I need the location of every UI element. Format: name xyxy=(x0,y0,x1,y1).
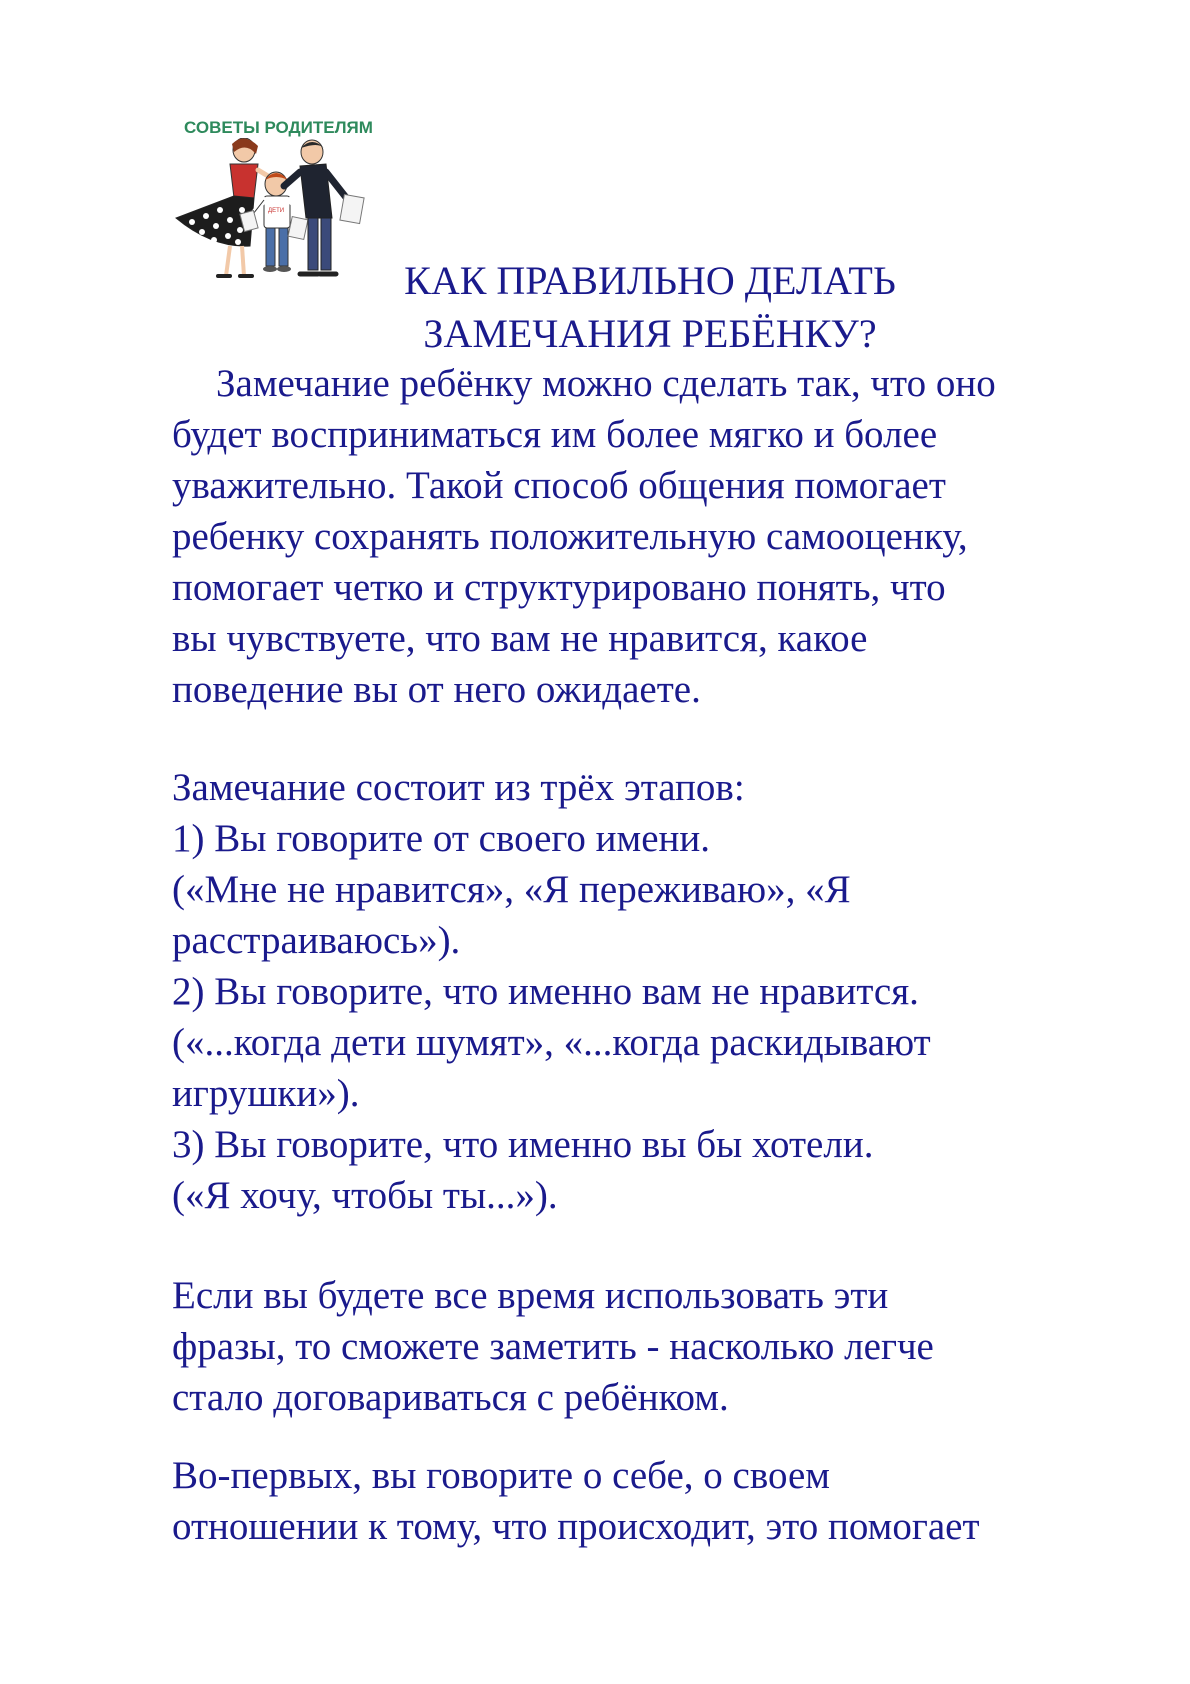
title-line-2: ЗАМЕЧАНИЯ РЕБЁНКУ? xyxy=(423,311,877,356)
text-line: игрушки»). xyxy=(172,1072,360,1115)
text-line: фразы, то сможете заметить - насколько легче xyxy=(172,1325,934,1368)
text-line: расстраиваюсь»). xyxy=(172,919,461,962)
text-line: («...когда дети шумят», «...когда раскидывают xyxy=(172,1021,931,1064)
text-line: Замечание ребёнку можно сделать так, что оно xyxy=(216,362,996,405)
text-line: поведение вы от него ожидаете. xyxy=(172,668,701,711)
text-line: помогает четко и структурировано понять, что xyxy=(172,566,946,609)
text-line: Если вы будете все время использовать эти xyxy=(172,1274,889,1317)
conclusion-paragraph xyxy=(172,1270,1132,1423)
text-line: отношении к тому, что происходит, это помогает xyxy=(172,1505,980,1548)
logo-caption: СОВЕТЫ РОДИТЕЛЯМ xyxy=(184,118,373,137)
text-line: 1) Вы говорите от своего имени. xyxy=(172,817,711,860)
text-line: ребенку сохранять положительную самооценку, xyxy=(172,515,968,558)
text-line: будет восприниматься им более мягко и более xyxy=(172,413,938,456)
text-line: стало договариваться с ребёнком. xyxy=(172,1376,729,1419)
text-line: уважительно. Такой способ общения помогает xyxy=(172,464,946,507)
text-line: 2) Вы говорите, что именно вам не нравится. xyxy=(172,970,919,1013)
text-line: («Мне не нравится», «Я переживаю», «Я xyxy=(172,868,851,911)
page-title xyxy=(340,254,960,360)
text-line: Замечание состоит из трёх этапов: xyxy=(172,766,745,809)
title-line-1: КАК ПРАВИЛЬНО ДЕЛАТЬ xyxy=(404,258,896,303)
steps-paragraph xyxy=(172,762,1132,1221)
text-line: Во-первых, вы говорите о себе, о своем xyxy=(172,1454,830,1497)
intro-paragraph xyxy=(172,358,1132,715)
firstly-paragraph xyxy=(172,1450,1132,1552)
child-shirt-text: ДЕТИ xyxy=(268,208,285,214)
text-line: («Я хочу, чтобы ты...»). xyxy=(172,1174,558,1217)
text-line: вы чувствуете, что вам не нравится, какое xyxy=(172,617,868,660)
text-line: 3) Вы говорите, что именно вы бы хотели. xyxy=(172,1123,874,1166)
